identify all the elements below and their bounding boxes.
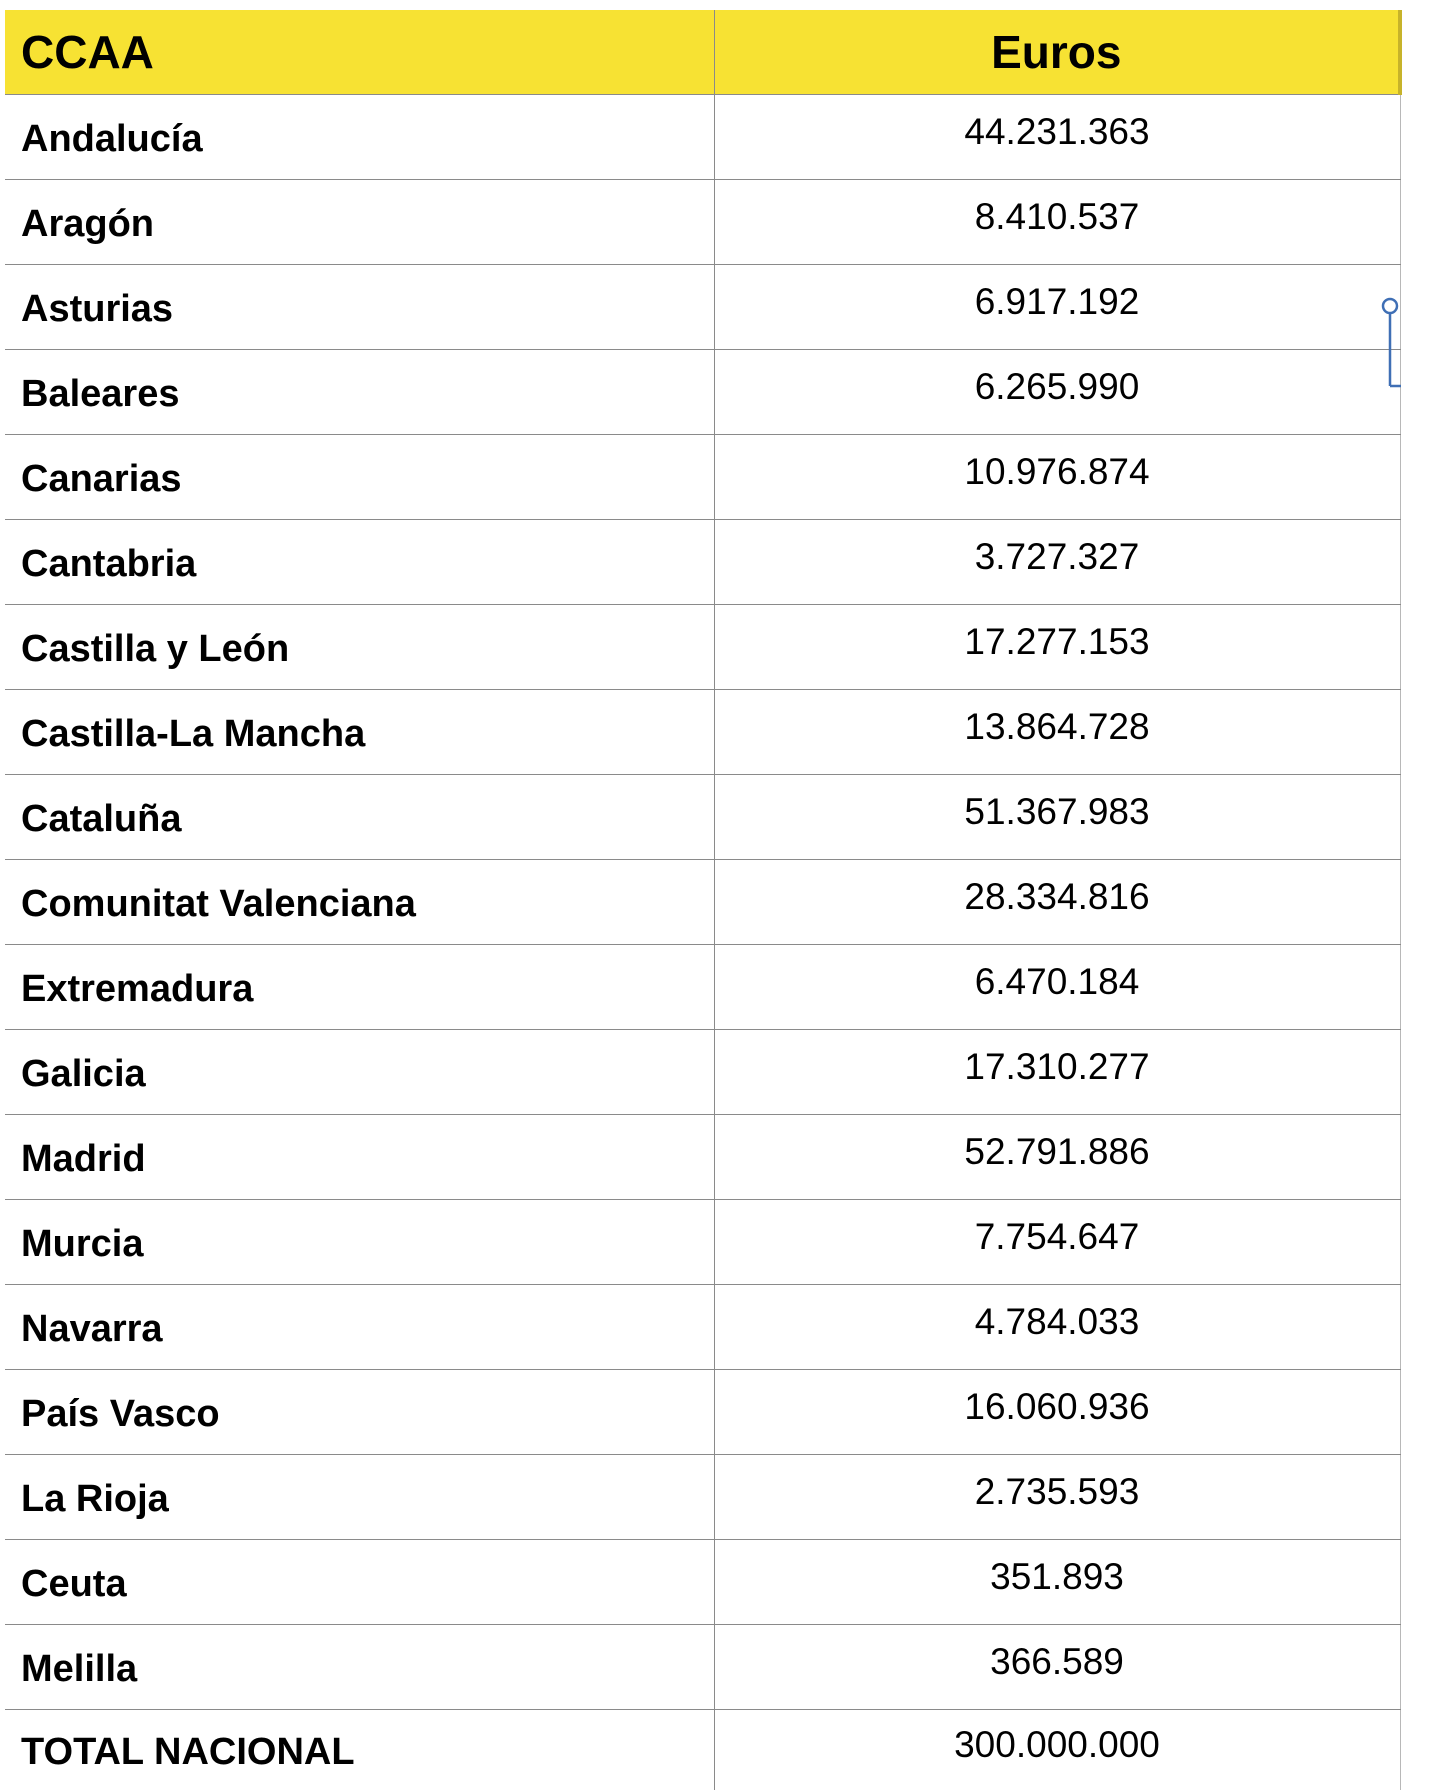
cell-euros[interactable]: 6.470.184 (714, 945, 1400, 1030)
cell-region[interactable]: TOTAL NACIONAL (5, 1710, 714, 1790)
total-row (5, 1710, 1400, 1790)
cell-euros[interactable]: 51.367.983 (714, 775, 1400, 860)
cell-euros[interactable]: 17.310.277 (714, 1030, 1400, 1115)
cell-euros[interactable]: 6.265.990 (714, 350, 1400, 435)
cell-euros[interactable]: 351.893 (714, 1540, 1400, 1625)
cell-region[interactable]: Madrid (5, 1115, 714, 1200)
table-body (5, 95, 1400, 1790)
table-row (5, 95, 1400, 180)
header-euros[interactable]: Euros (714, 10, 1400, 95)
cell-region[interactable]: La Rioja (5, 1455, 714, 1540)
table-header (5, 10, 1400, 95)
cell-region[interactable]: Aragón (5, 180, 714, 265)
table-row (5, 1200, 1400, 1285)
table-row (5, 1455, 1400, 1540)
cell-euros[interactable]: 16.060.936 (714, 1370, 1400, 1455)
ccaa-euros-table (5, 10, 1402, 1790)
cell-euros[interactable]: 3.727.327 (714, 520, 1400, 605)
table-row (5, 180, 1400, 265)
cell-euros[interactable]: 4.784.033 (714, 1285, 1400, 1370)
cell-region[interactable]: País Vasco (5, 1370, 714, 1455)
table-row (5, 1370, 1400, 1455)
cell-euros[interactable]: 300.000.000 (714, 1710, 1400, 1790)
cell-region[interactable]: Extremadura (5, 945, 714, 1030)
cell-euros[interactable]: 17.277.153 (714, 605, 1400, 690)
table-row (5, 265, 1400, 350)
cell-region[interactable]: Ceuta (5, 1540, 714, 1625)
cell-euros[interactable]: 6.917.192 (714, 265, 1400, 350)
header-row (5, 10, 1400, 95)
cell-euros[interactable]: 44.231.363 (714, 95, 1400, 180)
cell-region[interactable]: Navarra (5, 1285, 714, 1370)
cell-region[interactable]: Asturias (5, 265, 714, 350)
cell-region[interactable]: Andalucía (5, 95, 714, 180)
table-row (5, 1625, 1400, 1710)
cell-euros[interactable]: 7.754.647 (714, 1200, 1400, 1285)
cell-region[interactable]: Canarias (5, 435, 714, 520)
table-row (5, 350, 1400, 435)
cell-region[interactable]: Castilla-La Mancha (5, 690, 714, 775)
table-row (5, 690, 1400, 775)
cell-region[interactable]: Galicia (5, 1030, 714, 1115)
table-row (5, 775, 1400, 860)
cell-euros[interactable]: 366.589 (714, 1625, 1400, 1710)
cell-region[interactable]: Murcia (5, 1200, 714, 1285)
cell-euros[interactable]: 8.410.537 (714, 180, 1400, 265)
selection-handle-icon[interactable] (1381, 297, 1401, 389)
cell-region[interactable]: Cantabria (5, 520, 714, 605)
cell-euros[interactable]: 2.735.593 (714, 1455, 1400, 1540)
cell-region[interactable]: Comunitat Valenciana (5, 860, 714, 945)
table-row (5, 605, 1400, 690)
spreadsheet (5, 10, 1400, 1790)
table-row (5, 1285, 1400, 1370)
cell-euros[interactable]: 10.976.874 (714, 435, 1400, 520)
table-row (5, 1115, 1400, 1200)
header-ccaa[interactable]: CCAA (5, 10, 714, 95)
cell-region[interactable]: Castilla y León (5, 605, 714, 690)
cell-region[interactable]: Baleares (5, 350, 714, 435)
table-row (5, 1540, 1400, 1625)
table-row (5, 1030, 1400, 1115)
cell-region[interactable]: Melilla (5, 1625, 714, 1710)
cell-euros[interactable]: 52.791.886 (714, 1115, 1400, 1200)
cell-euros[interactable]: 13.864.728 (714, 690, 1400, 775)
table-row (5, 860, 1400, 945)
table-row (5, 945, 1400, 1030)
table-row (5, 435, 1400, 520)
cell-region[interactable]: Cataluña (5, 775, 714, 860)
table-row (5, 520, 1400, 605)
cell-euros[interactable]: 28.334.816 (714, 860, 1400, 945)
